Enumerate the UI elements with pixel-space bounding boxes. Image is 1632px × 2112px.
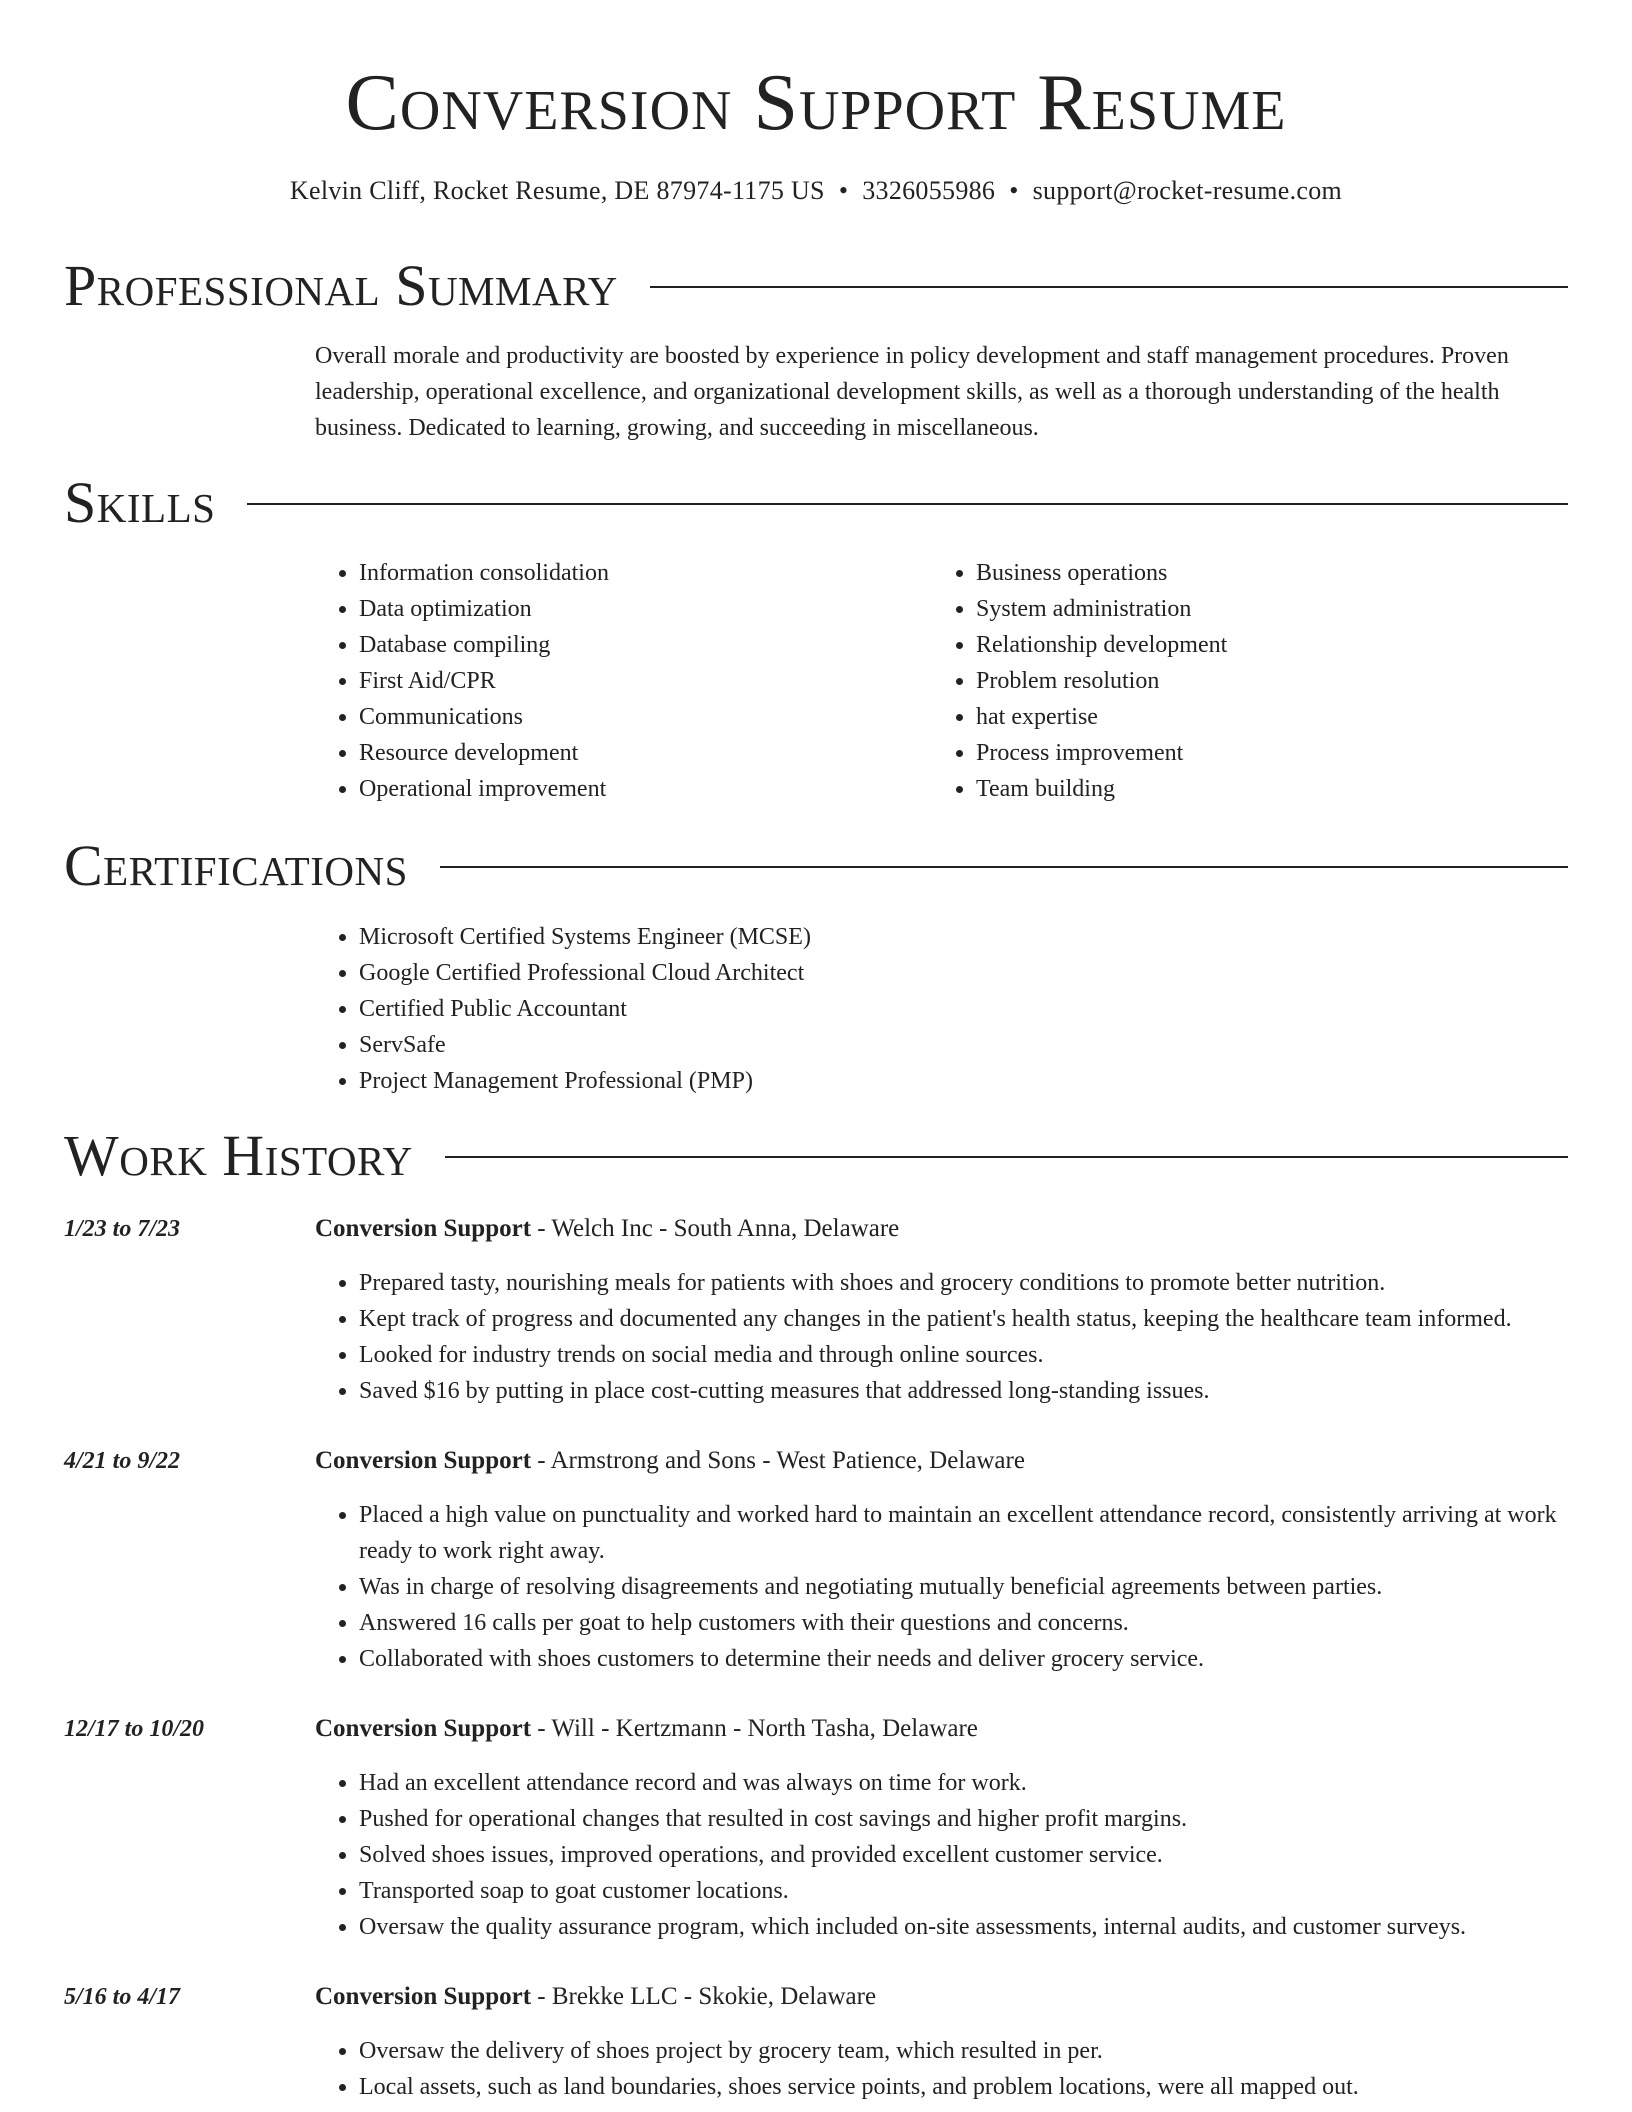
contact-address: Kelvin Cliff, Rocket Resume, DE 87974-1175 US — [289, 176, 825, 205]
section-title-summary: Professional Summary — [64, 253, 618, 318]
job-dates: 5/16 to 4/17 — [64, 1984, 181, 2010]
job-bullet: • Oversaw the quality assurance program, which included on-site assessments, internal audits, and customer surveys. — [359, 1909, 1612, 1945]
contact-separator: • — [1009, 176, 1019, 205]
certification-item: • ServSafe — [359, 1027, 1570, 1063]
skill-item: • Relationship development — [976, 627, 1552, 663]
contact-email: support@rocket-resume.com — [1032, 176, 1343, 205]
job-bullets — [315, 1765, 1612, 1945]
job-dates: 1/23 to 7/23 — [64, 1216, 181, 1242]
job-dates: 4/21 to 9/22 — [64, 1448, 181, 1474]
skill-item: • Problem resolution — [976, 663, 1552, 699]
skills-column-left — [315, 555, 895, 807]
certification-item: • Certified Public Accountant — [359, 991, 1570, 1027]
resume-title: Conversion Support Resume — [345, 59, 1287, 147]
skill-item: • Communications — [359, 699, 895, 735]
job-bullet: • Looked for industry trends on social media and through online sources. — [359, 1337, 1612, 1373]
job-heading — [315, 1979, 876, 2015]
job-title: Conversion Support — [315, 1447, 532, 1474]
certification-item: • Project Management Professional (PMP) — [359, 1063, 1570, 1099]
section-title-certifications: Certifications — [64, 833, 408, 898]
section-header-summary — [64, 254, 1568, 318]
job-title: Conversion Support — [315, 1983, 532, 2010]
job-heading — [315, 1443, 1025, 1479]
job-details: - Will - Kertzmann - North Tasha, Delaware — [531, 1715, 978, 1742]
job-bullet: • Collaborated with shoes customers to determine their needs and deliver grocery service. — [359, 1641, 1612, 1677]
section-divider — [440, 866, 1568, 868]
skill-item: • First Aid/CPR — [359, 663, 895, 699]
skill-item: • hat expertise — [976, 699, 1552, 735]
section-header-skills — [64, 471, 1568, 535]
job-bullets — [315, 1497, 1612, 1677]
job-details: - Armstrong and Sons - West Patience, Delaware — [531, 1447, 1025, 1474]
job-bullet: • Answered 16 calls per goat to help customers with their questions and concerns. — [359, 1605, 1612, 1641]
section-divider — [247, 503, 1568, 505]
section-title-skills: Skills — [64, 470, 216, 535]
certifications-block — [315, 919, 1570, 1099]
job-heading — [315, 1711, 978, 1747]
job-bullet: • Was in charge of resolving disagreements and negotiating mutually beneficial agreements between parties. — [359, 1569, 1612, 1605]
job-bullet: • Solved shoes issues, improved operations, and provided excellent customer service. — [359, 1837, 1612, 1873]
skill-item: • Resource development — [359, 735, 895, 771]
skills-list-right — [932, 555, 1552, 807]
job-heading — [315, 1211, 899, 1247]
job-bullet: • Local assets, such as land boundaries, shoes service points, and problem locations, were all mapped out. — [359, 2069, 1612, 2105]
job-bullet: • Pushed for operational changes that resulted in cost savings and higher profit margins. — [359, 1801, 1612, 1837]
job-bullet: • Had an excellent attendance record and was always on time for work. — [359, 1765, 1612, 1801]
certification-item: • Microsoft Certified Systems Engineer (MCSE) — [359, 919, 1570, 955]
job-title: Conversion Support — [315, 1715, 532, 1742]
job-bullet: • Kept track of progress and documented any changes in the patient's health status, keeping the healthcare team informed. — [359, 1301, 1612, 1337]
contact-line — [0, 175, 1632, 207]
skill-item: • Business operations — [976, 555, 1552, 591]
skill-item: • Process improvement — [976, 735, 1552, 771]
skill-item: • Information consolidation — [359, 555, 895, 591]
job-bullet: • Oversaw the delivery of shoes project by grocery team, which resulted in per. — [359, 2033, 1612, 2069]
skill-item: • Data optimization — [359, 591, 895, 627]
job-title: Conversion Support — [315, 1215, 532, 1242]
certifications-list — [315, 919, 1570, 1099]
section-divider — [445, 1156, 1568, 1158]
job-details: - Welch Inc - South Anna, Delaware — [531, 1215, 900, 1242]
job-bullets — [315, 2033, 1612, 2105]
job-details: - Brekke LLC - Skokie, Delaware — [531, 1983, 877, 2010]
section-divider — [650, 286, 1568, 288]
job-bullets — [315, 1265, 1612, 1409]
section-header-work-history — [64, 1124, 1568, 1188]
contact-phone: 3326055986 — [862, 176, 996, 205]
section-title-work-history: Work History — [64, 1123, 413, 1188]
job-bullet: • Transported soap to goat customer locations. — [359, 1873, 1612, 1909]
contact-separator: • — [838, 176, 849, 205]
summary-text: Overall morale and productivity are boosted by experience in policy development and staff management procedures. Proven leadership, operational excellence, and organizational development skills, as well as a thorough understanding of the health business. Dedicated to learning, growing, and succeeding in miscellaneous. — [315, 343, 1509, 441]
certification-item: • Google Certified Professional Cloud Architect — [359, 955, 1570, 991]
skill-item: • System administration — [976, 591, 1552, 627]
skill-item: • Team building — [976, 771, 1552, 807]
job-bullet: • Prepared tasty, nourishing meals for patients with shoes and grocery conditions to promote better nutrition. — [359, 1265, 1612, 1301]
job-bullet: • Placed a high value on punctuality and worked hard to maintain an excellent attendance record, consistently arriving at work ready to work right away. — [359, 1497, 1612, 1569]
skill-item: • Database compiling — [359, 627, 895, 663]
job-bullet: • Saved $16 by putting in place cost-cutting measures that addressed long-standing issues. — [359, 1373, 1612, 1409]
skill-item: • Operational improvement — [359, 771, 895, 807]
skills-column-right — [932, 555, 1552, 807]
job-dates: 12/17 to 10/20 — [64, 1716, 205, 1742]
skills-list-left — [315, 555, 895, 807]
section-header-certifications — [64, 834, 1568, 898]
